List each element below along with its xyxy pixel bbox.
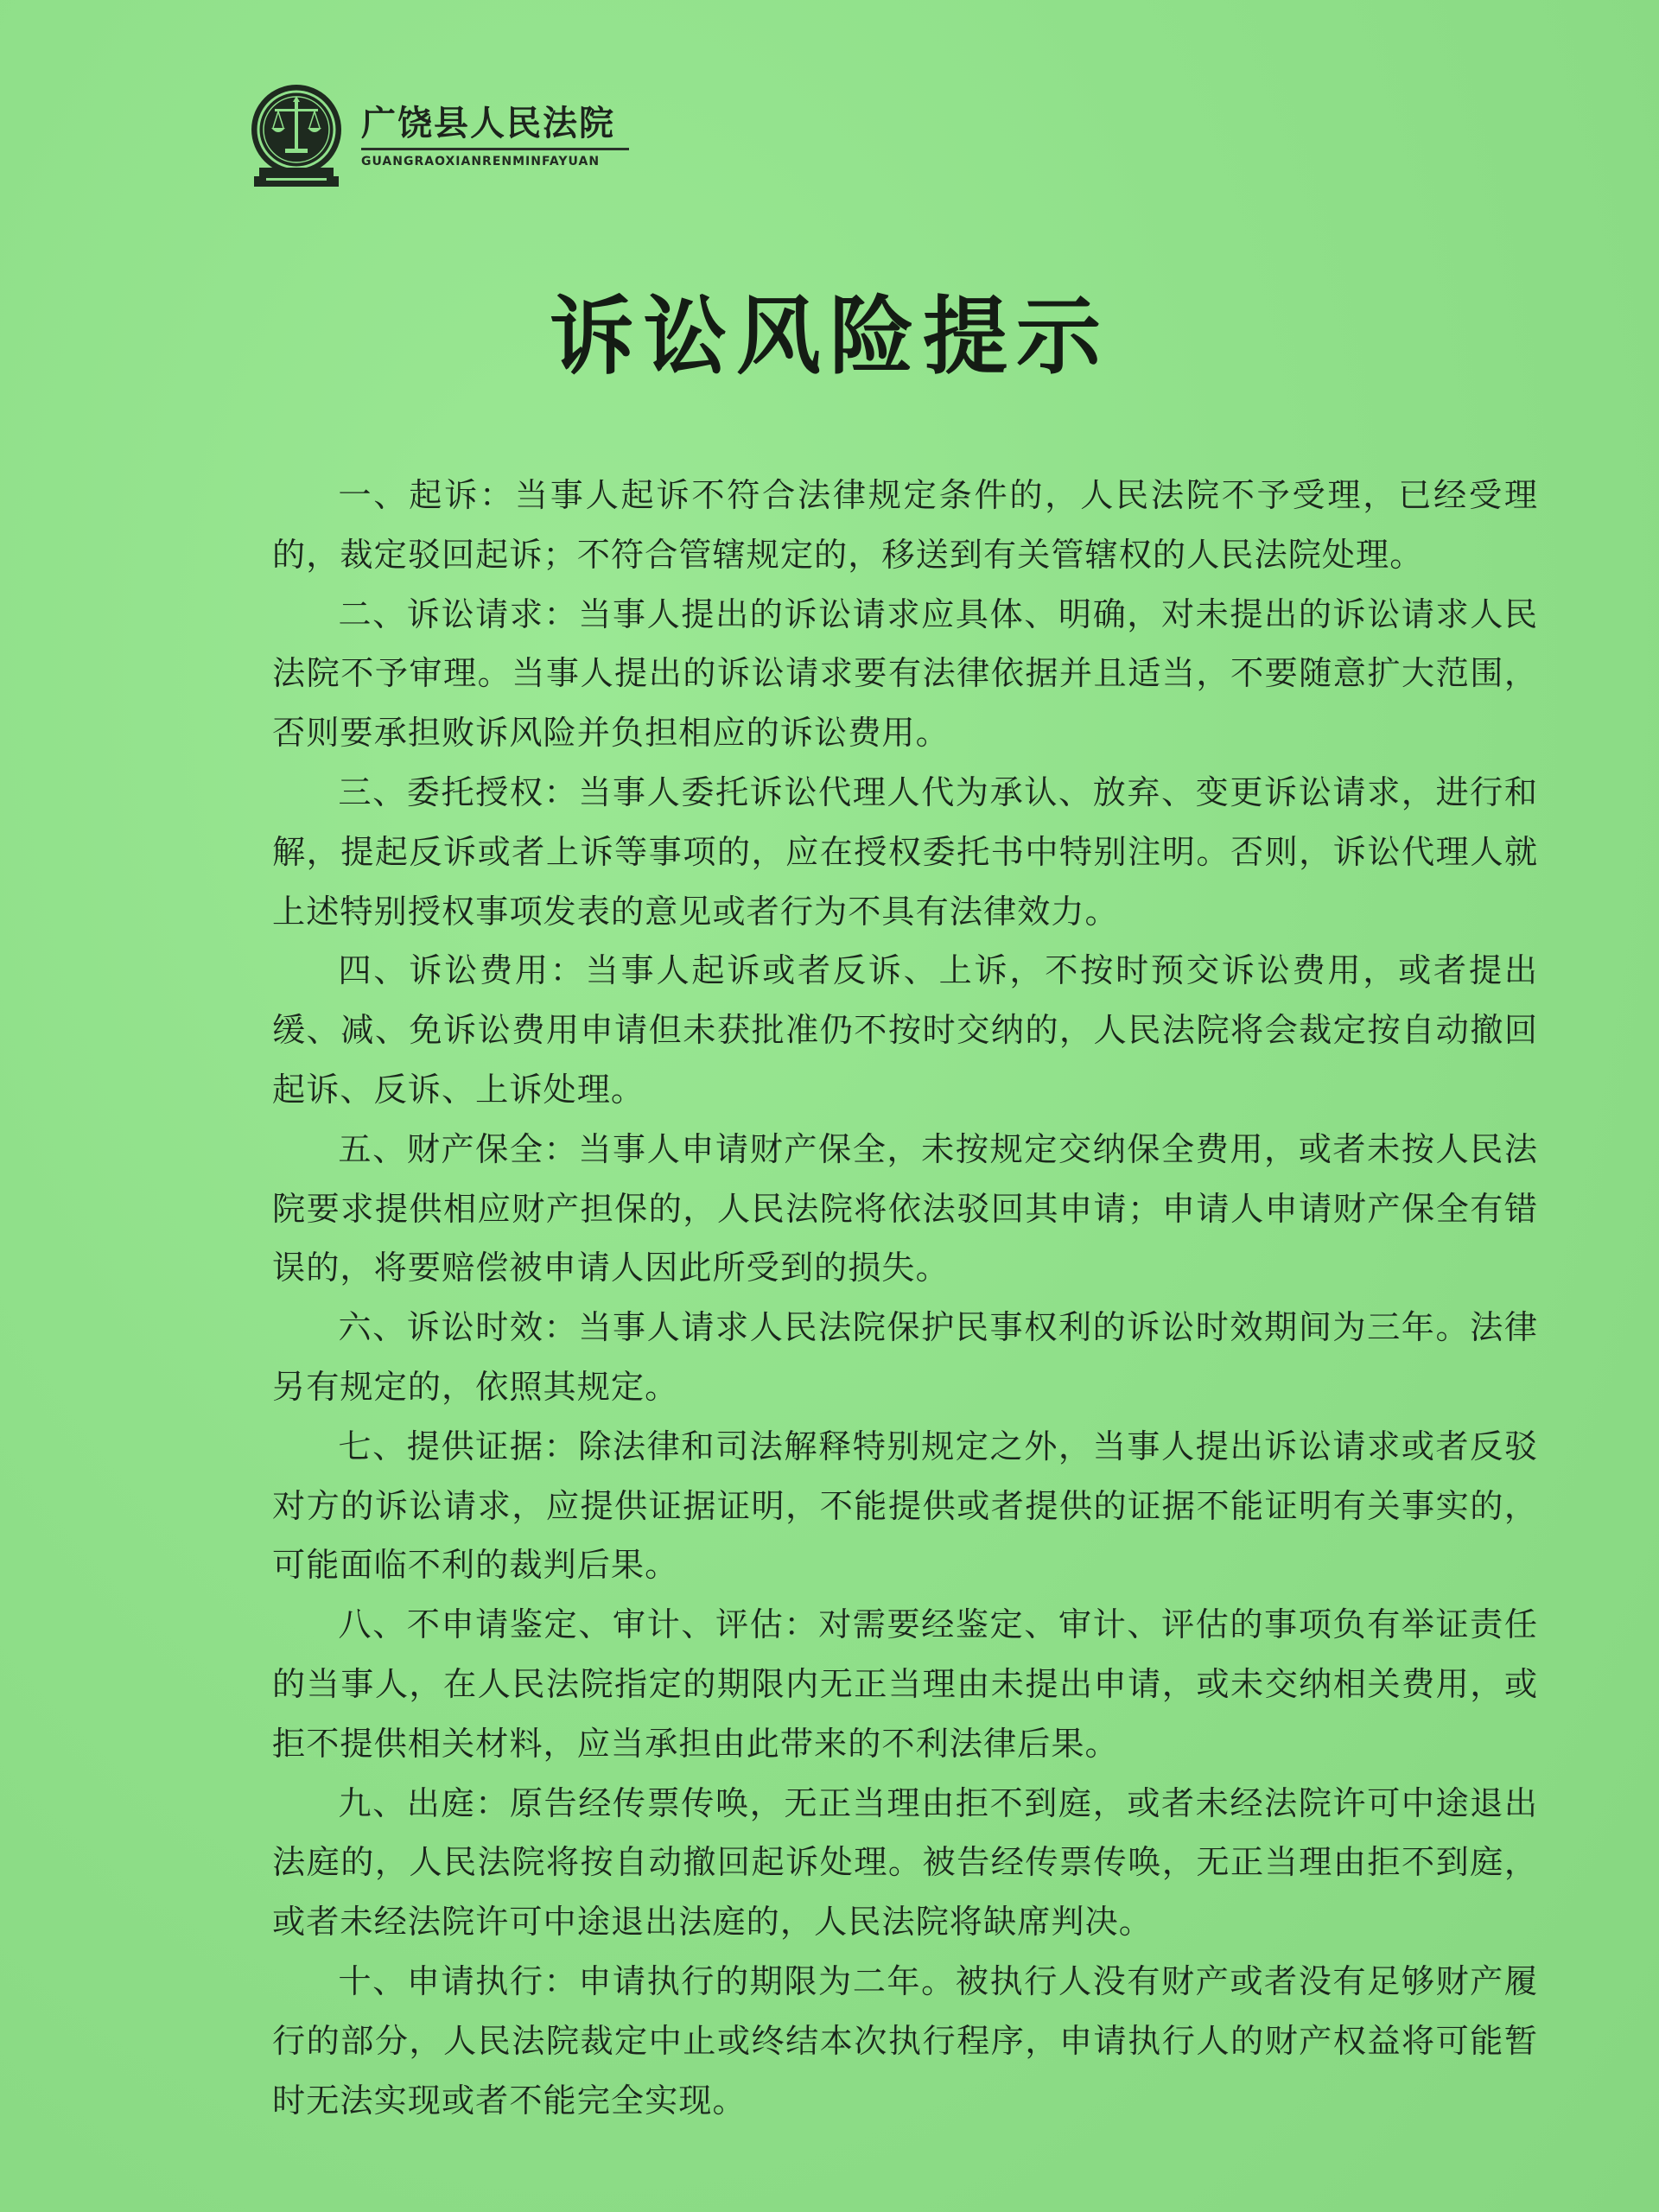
section-3: 三、委托授权：当事人委托诉讼代理人代为承认、放弃、变更诉讼请求，进行和解，提起反诉或者上诉等事项的，应在授权委托书中特别注明。否则，诉讼代理人就上述特别授权事项发表的意见或者行为不具有法律效力。 (272, 773, 1539, 931)
section-heading: 起诉： (409, 477, 515, 515)
section-text: 申请执行的期限为二年。被执行人没有财产或者没有足够财产履行的部分，人民法院裁定中止或终结本次执行程序，申请执行人的财产权益将可能暂时无法实现或者不能完全实现。 (272, 1962, 1539, 2120)
section-9: 九、出庭：原告经传票传唤，无正当理由拒不到庭，或者未经法院许可中途退出法庭的，人民法院将按自动撤回起诉处理。被告经传票传唤，无正当理由拒不到庭，或者未经法院许可中途退出法庭的，人民法院将缺席判决。 (272, 1784, 1539, 1942)
section-5: 五、财产保全：当事人申请财产保全，未按规定交纳保全费用，或者未按人民法院要求提供相应财产担保的，人民法院将依法驳回其申请；申请人申请财产保全有错误的，将要赔偿被申请人因此所受到的损失。 (272, 1130, 1539, 1288)
section-2: 二、诉讼请求：当事人提出的诉讼请求应具体、明确，对未提出的诉讼请求人民法院不予审理。当事人提出的诉讼请求要有法律依据并且适当，不要随意扩大范围，否则要承担败诉风险并负担相应的诉讼费用。 (272, 595, 1539, 753)
court-header (249, 79, 629, 192)
section-7: 七、提供证据：除法律和司法解释特别规定之外，当事人提出诉讼请求或者反驳对方的诉讼请求，应提供证据证明，不能提供或者提供的证据不能证明有关事实的，可能面临不利的裁判后果。 (272, 1427, 1539, 1586)
section-text: 原告经传票传唤，无正当理由拒不到庭，或者未经法院许可中途退出法庭的，人民法院将按自动撤回起诉处理。被告经传票传唤，无正当理由拒不到庭，或者未经法院许可中途退出法庭的，人民法院将缺席判决。 (272, 1784, 1539, 1942)
court-name: 广饶县人民法院 (361, 104, 615, 143)
section-4: 四、诉讼费用：当事人起诉或者反诉、上诉，不按时预交诉讼费用，或者提出缓、减、免诉讼费用申请但未获批准仍不按时交纳的，人民法院将会裁定按自动撤回起诉、反诉、上诉处理。 (272, 952, 1539, 1109)
section-text: 除法律和司法解释特别规定之外，当事人提出诉讼请求或者反驳对方的诉讼请求，应提供证据证明，不能提供或者提供的证据不能证明有关事实的，可能面临不利的裁判后果。 (272, 1427, 1539, 1586)
section-heading: 委托授权： (406, 773, 579, 812)
section-heading: 诉讼时效： (406, 1309, 579, 1348)
section-text: 当事人起诉不符合法律规定条件的，人民法院不予受理，已经受理的，裁定驳回起诉；不符合管辖规定的，移送到有关管辖权的人民法院处理。 (272, 477, 1539, 575)
section-heading: 诉讼请求： (406, 595, 579, 634)
section-heading: 申请执行： (406, 1962, 579, 2001)
page-title: 诉讼风险提示 (549, 288, 1109, 386)
document-body (272, 467, 1538, 2131)
section-text: 当事人委托诉讼代理人代为承认、放弃、变更诉讼请求，进行和解，提起反诉或者上诉等事项的，应在授权委托书中特别注明。否则，诉讼代理人就上述特别授权事项发表的意见或者行为不具有法律效力。 (272, 773, 1539, 931)
section-heading: 出庭： (406, 1784, 510, 1823)
court-pinyin: GUANGRAOXIANRENMINFAYUAN (361, 155, 601, 168)
section-text: 当事人提出的诉讼请求应具体、明确，对未提出的诉讼请求人民法院不予审理。当事人提出的诉讼请求要有法律依据并且适当，不要随意扩大范围，否则要承担败诉风险并负担相应的诉讼费用。 (272, 595, 1539, 753)
section-text: 当事人起诉或者反诉、上诉，不按时预交诉讼费用，或者提出缓、减、免诉讼费用申请但未获批准仍不按时交纳的，人民法院将会裁定按自动撤回起诉、反诉、上诉处理。 (272, 952, 1539, 1109)
section-6: 六、诉讼时效：当事人请求人民法院保护民事权利的诉讼时效期间为三年。法律另有规定的，依照其规定。 (272, 1309, 1539, 1407)
section-8: 八、不申请鉴定、审计、评估：对需要经鉴定、审计、评估的事项负有举证责任的当事人，在人民法院指定的期限内无正当理由未提出申请，或未交纳相关费用，或拒不提供相关材料，应当承担由此带来的不利法律后果。 (272, 1606, 1539, 1764)
court-name-divider (361, 148, 629, 150)
section-text: 对需要经鉴定、审计、评估的事项负有举证责任的当事人，在人民法院指定的期限内无正当理由未提出申请，或未交纳相关费用，或拒不提供相关材料，应当承担由此带来的不利法律后果。 (272, 1606, 1539, 1764)
section-1: 一、起诉：当事人起诉不符合法律规定条件的，人民法院不予受理，已经受理的，裁定驳回起诉；不符合管辖规定的，移送到有关管辖权的人民法院处理。 (272, 477, 1539, 575)
section-heading: 不申请鉴定、审计、评估： (406, 1606, 819, 1645)
court-emblem-icon (249, 81, 344, 190)
court-name-block (361, 103, 629, 168)
section-10: 十、申请执行：申请执行的期限为二年。被执行人没有财产或者没有足够财产履行的部分，人民法院裁定中止或终结本次执行程序，申请执行人的财产权益将可能暂时无法实现或者不能完全实现。 (272, 1962, 1539, 2120)
section-text: 当事人请求人民法院保护民事权利的诉讼时效期间为三年。法律另有规定的，依照其规定。 (272, 1309, 1539, 1407)
section-text: 当事人申请财产保全，未按规定交纳保全费用，或者未按人民法院要求提供相应财产担保的，人民法院将依法驳回其申请；申请人申请财产保全有错误的，将要赔偿被申请人因此所受到的损失。 (272, 1130, 1539, 1288)
section-heading: 财产保全： (406, 1130, 579, 1169)
section-heading: 诉讼费用： (409, 952, 586, 991)
section-heading: 提供证据： (406, 1427, 579, 1466)
